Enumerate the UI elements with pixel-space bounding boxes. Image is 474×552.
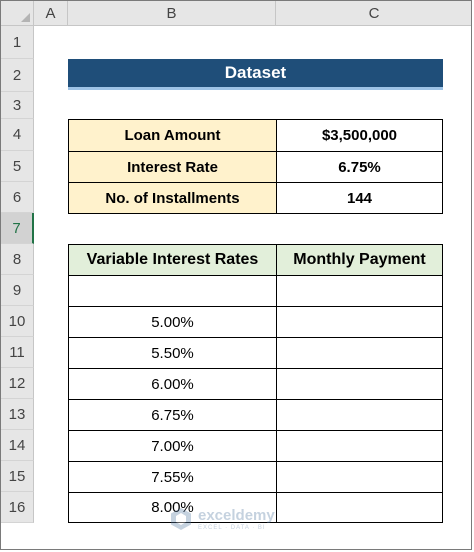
payment-cell[interactable]	[276, 492, 443, 523]
row-header-4[interactable]: 4	[1, 119, 34, 151]
exceldemy-watermark	[169, 507, 275, 531]
column-header-b[interactable]: B	[68, 1, 276, 26]
loan-amount-label[interactable]: Loan Amount	[68, 119, 277, 152]
rate-cell[interactable]	[68, 275, 277, 307]
interest-rate-value[interactable]: 6.75%	[276, 151, 443, 183]
row-header-11[interactable]: 11	[1, 337, 34, 368]
row-header-2[interactable]: 2	[1, 59, 34, 92]
select-all-triangle-icon	[21, 13, 30, 22]
row-header-6[interactable]: 6	[1, 182, 34, 213]
row-header-5[interactable]: 5	[1, 151, 34, 182]
installments-value[interactable]: 144	[276, 182, 443, 214]
payment-cell[interactable]	[276, 461, 443, 493]
row-header-15[interactable]: 15	[1, 461, 34, 492]
payment-cell[interactable]	[276, 430, 443, 462]
exceldemy-logo-icon	[169, 507, 193, 531]
row-header-14[interactable]: 14	[1, 430, 34, 461]
interest-rate-label[interactable]: Interest Rate	[68, 151, 277, 183]
row-header-9[interactable]: 9	[1, 275, 34, 306]
column-header-c[interactable]: C	[276, 1, 472, 26]
row-header-16[interactable]: 16	[1, 492, 34, 523]
monthly-payment-header[interactable]: Monthly Payment	[276, 244, 443, 276]
row-header-1[interactable]: 1	[1, 26, 34, 59]
loan-amount-value[interactable]: $3,500,000	[276, 119, 443, 152]
rate-cell[interactable]: 5.50%	[68, 337, 277, 369]
select-all-corner[interactable]	[1, 1, 34, 26]
row-header-7[interactable]: 7	[1, 213, 34, 244]
rate-cell[interactable]: 7.00%	[68, 430, 277, 462]
rate-cell[interactable]: 6.75%	[68, 399, 277, 431]
row-header-8[interactable]: 8	[1, 244, 34, 275]
dataset-title[interactable]: Dataset	[68, 59, 443, 90]
column-header-a[interactable]: A	[34, 1, 68, 26]
payment-cell[interactable]	[276, 368, 443, 400]
rate-cell[interactable]: 8.00%	[68, 492, 277, 523]
watermark-tagline: EXCEL · DATA · BI	[198, 524, 266, 531]
row-header-12[interactable]: 12	[1, 368, 34, 399]
row-header-10[interactable]: 10	[1, 306, 34, 337]
installments-label[interactable]: No. of Installments	[68, 182, 277, 214]
variable-rates-header[interactable]: Variable Interest Rates	[68, 244, 277, 276]
payment-cell[interactable]	[276, 337, 443, 369]
rate-cell[interactable]: 5.00%	[68, 306, 277, 338]
payment-cell[interactable]	[276, 399, 443, 431]
watermark-name: exceldemy	[198, 506, 275, 524]
rate-cell[interactable]: 7.55%	[68, 461, 277, 493]
row-header-13[interactable]: 13	[1, 399, 34, 430]
rate-cell[interactable]: 6.00%	[68, 368, 277, 400]
row-header-3[interactable]: 3	[1, 92, 34, 119]
payment-cell[interactable]	[276, 306, 443, 338]
payment-cell[interactable]	[276, 275, 443, 307]
